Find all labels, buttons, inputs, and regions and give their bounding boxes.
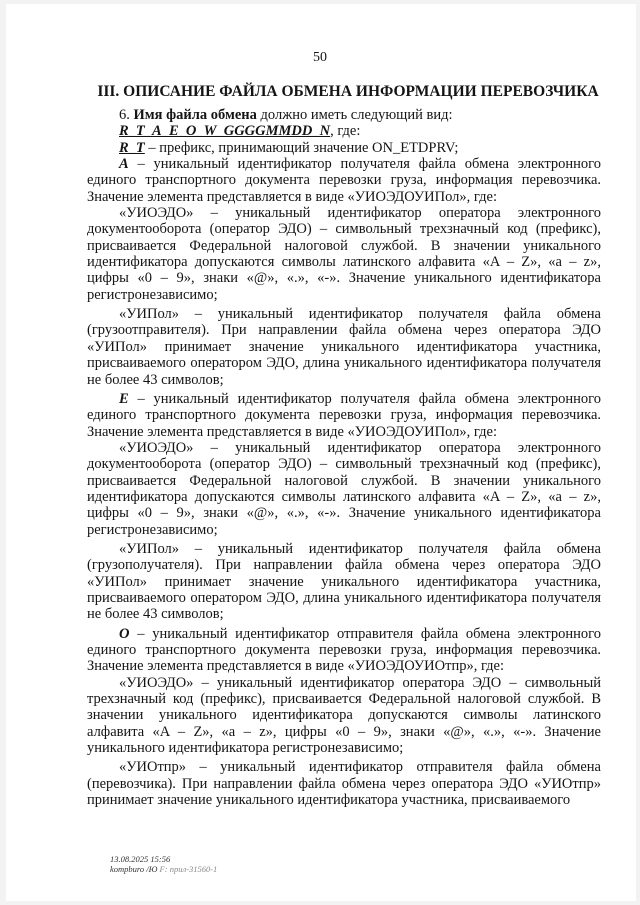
footer-path: kompburo /Ю F: прил-31560-1 (110, 864, 218, 874)
section-heading: III. ОПИСАНИЕ ФАЙЛА ОБМЕНА ИНФОРМАЦИИ ПЕРЕВОЗЧИКА (97, 83, 599, 100)
paragraph-file-name: 6. Имя файла обмена должно иметь следующий вид: (119, 107, 453, 123)
file-name-pattern: R_T_A_E_O_W_GGGGMMDD_N (119, 123, 331, 140)
paragraph-e: E – уникальный идентификатор получателя файла обмена электронного единого транспортного документа перевозки груза, информация перевозчика. Значение элемента представляется в виде «УИОЭДОУИПол», где: (87, 390, 601, 440)
paragraph-uioedo-3: «УИОЭДО» – уникальный идентификатор оператора ЭДО – символьный трехзначный код (префикс), присваивается Федеральной налоговой службой. В значении уникального идентификатора допускаются символы латинского алфавита «A – Z», «a – z», цифры «0 – 9», знаки «@», «.», «-». Значение уникального идентификатора регистронезависимо; (87, 674, 601, 757)
paragraph-pattern: R_T_A_E_O_W_GGGGMMDD_N, где: (119, 123, 361, 140)
code-a: A (119, 156, 129, 173)
paragraph-uioedo-2: «УИОЭДО» – уникальный идентификатор оператора электронного документооборота (оператор ЭДО) – символьный трехзначный код (префикс), присваивается Федеральной налоговой службой. В значении уникального идентификатора допускаются символы латинского алфавита «A – Z», «a – z», цифры «0 – 9», знаки «@», «.», «-». Значение уникального идентификатора регистронезависимо; (87, 439, 601, 538)
paragraph-a: A – уникальный идентификатор получателя файла обмена электронного единого транспортного документа перевозки груза, информация перевозчика. Значение элемента представляется в виде «УИОЭДОУИПол», где: (87, 156, 601, 205)
page-number: 50 (313, 50, 327, 65)
code-e: E (119, 390, 129, 407)
document-body (87, 107, 601, 808)
code-o: O (119, 625, 130, 642)
paragraph-uioedo-1: «УИОЭДО» – уникальный идентификатор оператора электронного документооборота (оператор ЭДО) – символьный трехзначный код (префикс), присваивается Федеральной налоговой службой. В значении уникального идентификатора допускаются символы латинского алфавита «A – Z», «a – z», цифры «0 – 9», знаки «@», «.», «-». Значение уникального идентификатора регистронезависимо; (87, 205, 601, 303)
paragraph-uipol-1: «УИПол» – уникальный идентификатор получателя файла обмена (грузоотправителя). При направлении файла обмена через оператора ЭДО «УИПол» принимает значение уникального идентификатора участника, присваиваемого оператором ЭДО, длина уникального идентификатора получателя не более 43 символов; (87, 306, 601, 388)
paragraph-uiotpr: «УИОтпр» – уникальный идентификатор отправителя файла обмена (перевозчика). При направлении файла обмена через оператора ЭДО «УИОтпр» принимает значение уникального идентификатора участника, присваиваемого (87, 759, 601, 809)
paragraph-o: O – уникальный идентификатор отправителя файла обмена электронного единого транспортного документа перевозки груза, информация перевозчика. Значение элемента представляется в виде «УИОЭДОУИОтпр», где: (87, 625, 601, 675)
paragraph-prefix: R_T – префикс, принимающий значение ON_ETDPRV; (119, 139, 459, 156)
print-footer (110, 854, 217, 874)
paragraph-uipol-2: «УИПол» – уникальный идентификатор получателя файла обмена (грузополучателя). При направлении файла обмена через оператора ЭДО «УИПол» принимает значение уникального идентификатора участника, присваиваемого оператором ЭДО, длина уникального идентификатора получателя не более 43 символов; (87, 540, 601, 623)
code-rt: R_T (119, 139, 145, 156)
term-file-name: Имя файла обмена (133, 107, 257, 123)
footer-date: 13.08.2025 15:56 (110, 854, 171, 864)
